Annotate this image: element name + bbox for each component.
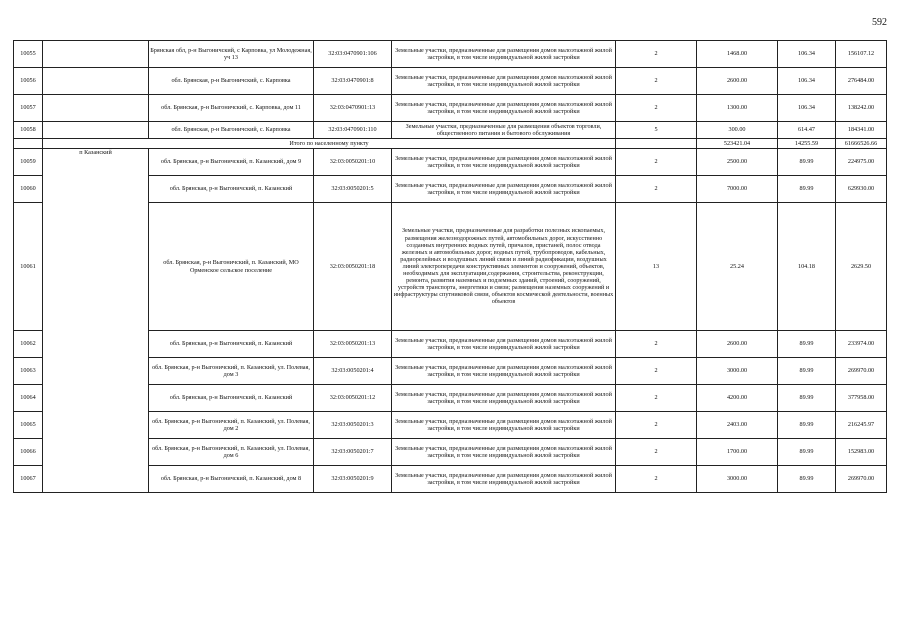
cadastral-number-cell: 32:03:0470901:13: [314, 95, 392, 122]
table-row: [14, 122, 887, 139]
area-cell: 2500.00: [697, 149, 778, 176]
address-cell: обл. Брянская, р-н Выгоничский, п. Казанский, ул. Полевая, дом 2: [149, 412, 314, 439]
address-cell: обл. Брянская, р-н Выгоничский, п. Казанский: [149, 176, 314, 203]
row-id: 10063: [14, 358, 43, 385]
land-purpose-cell: Земельные участки, предназначенные для размещения домов малоэтажной жилой застройки, в том числе индивидуальной жилой застройки: [392, 439, 616, 466]
row-id: 10060: [14, 176, 43, 203]
cadastral-value-cell: 2629.50: [836, 203, 887, 331]
area-cell: 1300.00: [697, 95, 778, 122]
settlement-name: п Казанский: [43, 149, 149, 493]
group-cell: 2: [616, 385, 697, 412]
group-cell: 2: [616, 176, 697, 203]
area-cell: 7000.00: [697, 176, 778, 203]
table-row: [14, 68, 887, 95]
group-cell: 2: [616, 358, 697, 385]
rate-cell: 89.99: [778, 412, 836, 439]
cadastral-value-cell: 152983.00: [836, 439, 887, 466]
land-purpose-cell: Земельные участки, предназначенные для размещения домов малоэтажной жилой застройки, в том числе индивидуальной жилой застройки: [392, 331, 616, 358]
settlement-cell: [43, 68, 149, 95]
rate-cell: 106.34: [778, 68, 836, 95]
cadastral-number-cell: 32:03:0050201:5: [314, 176, 392, 203]
cadastral-number-cell: 32:03:0470901:106: [314, 41, 392, 68]
total-area: 523421.04: [697, 139, 778, 149]
group-cell: 2: [616, 68, 697, 95]
cadastral-value-cell: 276484.00: [836, 68, 887, 95]
table-row: [14, 149, 887, 176]
row-id: 10064: [14, 385, 43, 412]
address-cell: обл. Брянская, р-н Выгоничский, п. Казанский, ул. Полевая, дом 3: [149, 358, 314, 385]
cadastral-value-cell: 184341.00: [836, 122, 887, 139]
settlement-total-row: [14, 139, 887, 149]
land-purpose-cell: Земельные участки, предназначенные для размещения домов малоэтажной жилой застройки, в том числе индивидуальной жилой застройки: [392, 41, 616, 68]
address-cell: обл. Брянская, р-н Выгоничский, п. Казанский: [149, 385, 314, 412]
land-purpose-cell: Земельные участки, предназначенные для разработки полезных ископаемых, размещения железнодорожных путей, автомобильных дорог, искусственно созданных внутренних водных путей, причалов, пристаней, полос отвода железных и автомобильных дорог, водных путей, трубопроводов, кабельных, радиорелейных и воздушных линий связи и линий радиофикации, воздушных линий электропередачи конструктивных элементов и сооружений, объектов, необходимых для эксплуатации,содержания, строительства, реконструкции, ремонта, развития наземных и подземных зданий, строений, сооружений, устройств транспорта, энергетики и связи; размещения наземных сооружений и инфраструктуры спутниковой связи, объектов космической деятельности, военных объектов: [392, 203, 616, 331]
cadastral-value-cell: 269970.00: [836, 466, 887, 493]
address-cell: Брянская обл, р-н Выгоничский, с Карповка, ул Молодежная, уч 13: [149, 41, 314, 68]
total-label: Итого по населенному пункту: [43, 139, 616, 149]
row-id: 10058: [14, 122, 43, 139]
rate-cell: 89.99: [778, 358, 836, 385]
row-id: 10059: [14, 149, 43, 176]
row-id: 10062: [14, 331, 43, 358]
rate-cell: 89.99: [778, 149, 836, 176]
cadastral-number-cell: 32:03:0050201:4: [314, 358, 392, 385]
rate-cell: 106.34: [778, 41, 836, 68]
cadastral-value-cell: 269970.00: [836, 358, 887, 385]
settlement-cell: [43, 95, 149, 122]
cadastral-value-cell: 216245.97: [836, 412, 887, 439]
rate-cell: 89.99: [778, 331, 836, 358]
rate-cell: 104.18: [778, 203, 836, 331]
group-cell: 2: [616, 331, 697, 358]
cadastral-value-cell: 233974.00: [836, 331, 887, 358]
cadastral-value-cell: 377958.00: [836, 385, 887, 412]
cadastral-number-cell: 32:03:0050201:3: [314, 412, 392, 439]
address-cell: обл. Брянская, р-н Выгоничский, п. Казанский: [149, 331, 314, 358]
row-id: 10061: [14, 203, 43, 331]
row-id: 10055: [14, 41, 43, 68]
address-cell: обл. Брянская, р-н Выгоничский, с. Карповка, дом 11: [149, 95, 314, 122]
rate-cell: 89.99: [778, 176, 836, 203]
land-purpose-cell: Земельные участки, предназначенные для размещения объектов торговли, общественного питания и бытового обслуживания: [392, 122, 616, 139]
area-cell: 3000.00: [697, 358, 778, 385]
cadastral-number-cell: 32:03:0050201:13: [314, 331, 392, 358]
group-cell: 5: [616, 122, 697, 139]
land-purpose-cell: Земельные участки, предназначенные для размещения домов малоэтажной жилой застройки, в том числе индивидуальной жилой застройки: [392, 358, 616, 385]
area-cell: 2600.00: [697, 68, 778, 95]
cadastral-value-cell: 224975.00: [836, 149, 887, 176]
area-cell: 1700.00: [697, 439, 778, 466]
address-cell: обл. Брянская, р-н Выгоничский, п. Казанский, МО Орменское сельское поселение: [149, 203, 314, 331]
area-cell: 300.00: [697, 122, 778, 139]
group-cell: 13: [616, 203, 697, 331]
group-cell: 2: [616, 439, 697, 466]
cadastral-number-cell: 32:03:0050201:18: [314, 203, 392, 331]
area-cell: 4200.00: [697, 385, 778, 412]
cadastral-number-cell: 32:03:0050201:12: [314, 385, 392, 412]
row-id: 10066: [14, 439, 43, 466]
address-cell: обл. Брянская, р-н Выгоничский, п. Казанский, дом 8: [149, 466, 314, 493]
cadastral-value-cell: 156107.12: [836, 41, 887, 68]
settlement-cell: [43, 41, 149, 68]
land-purpose-cell: Земельные участки, предназначенные для размещения домов малоэтажной жилой застройки, в том числе индивидуальной жилой застройки: [392, 149, 616, 176]
area-cell: 1468.00: [697, 41, 778, 68]
rate-cell: 89.99: [778, 466, 836, 493]
row-id: 10056: [14, 68, 43, 95]
row-id: 10067: [14, 466, 43, 493]
land-purpose-cell: Земельные участки, предназначенные для размещения домов малоэтажной жилой застройки, в том числе индивидуальной жилой застройки: [392, 176, 616, 203]
table-row: [14, 95, 887, 122]
area-cell: 3000.00: [697, 466, 778, 493]
table-row: [14, 41, 887, 68]
row-id: 10065: [14, 412, 43, 439]
rate-cell: 614.47: [778, 122, 836, 139]
address-cell: обл. Брянская, р-н Выгоничский, п. Казанский, ул. Полевая, дом 6: [149, 439, 314, 466]
address-cell: обл. Брянская, р-н Выгоничский, с. Карповка: [149, 68, 314, 95]
land-purpose-cell: Земельные участки, предназначенные для размещения домов малоэтажной жилой застройки, в том числе индивидуальной жилой застройки: [392, 68, 616, 95]
total-value: 61666526.66: [836, 139, 887, 149]
cadastral-number-cell: 32:03:0470901:8: [314, 68, 392, 95]
group-cell: 2: [616, 95, 697, 122]
land-purpose-cell: Земельные участки, предназначенные для размещения домов малоэтажной жилой застройки, в том числе индивидуальной жилой застройки: [392, 466, 616, 493]
settlement-cell: [43, 122, 149, 139]
page-number: 592: [872, 17, 887, 28]
row-id: 10057: [14, 95, 43, 122]
land-purpose-cell: Земельные участки, предназначенные для размещения домов малоэтажной жилой застройки, в том числе индивидуальной жилой застройки: [392, 385, 616, 412]
group-cell: 2: [616, 412, 697, 439]
rate-cell: 106.34: [778, 95, 836, 122]
area-cell: 2403.00: [697, 412, 778, 439]
group-cell: 2: [616, 149, 697, 176]
land-purpose-cell: Земельные участки, предназначенные для размещения домов малоэтажной жилой застройки, в том числе индивидуальной жилой застройки: [392, 95, 616, 122]
cadastral-number-cell: 32:03:0470901:110: [314, 122, 392, 139]
land-purpose-cell: Земельные участки, предназначенные для размещения домов малоэтажной жилой застройки, в том числе индивидуальной жилой застройки: [392, 412, 616, 439]
cadastral-number-cell: 32:03:0050201:7: [314, 439, 392, 466]
area-cell: 25.24: [697, 203, 778, 331]
cadastral-number-cell: 32:03:0050201:10: [314, 149, 392, 176]
group-cell: 2: [616, 41, 697, 68]
rate-cell: 89.99: [778, 439, 836, 466]
cadastral-value-cell: 138242.00: [836, 95, 887, 122]
cadastral-value-cell: 629930.00: [836, 176, 887, 203]
cadastral-number-cell: 32:03:0050201:9: [314, 466, 392, 493]
group-cell: 2: [616, 466, 697, 493]
address-cell: обл. Брянская, р-н Выгоничский, с. Карповка: [149, 122, 314, 139]
total-rate: 14255.59: [778, 139, 836, 149]
address-cell: обл. Брянская, р-н Выгоничский, п. Казанский, дом 9: [149, 149, 314, 176]
cadastral-value-table: [13, 40, 887, 493]
area-cell: 2600.00: [697, 331, 778, 358]
rate-cell: 89.99: [778, 385, 836, 412]
